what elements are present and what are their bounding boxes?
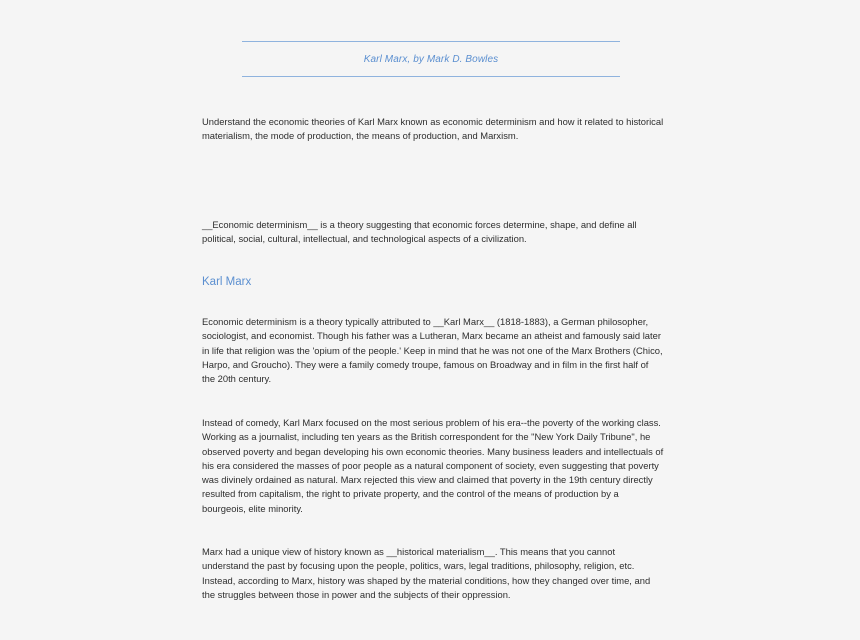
section-heading: Karl Marx — [202, 276, 252, 288]
document-title: Karl Marx, by Mark D. Bowles — [363, 53, 499, 65]
title-block — [242, 41, 620, 77]
definition-paragraph: __Economic determinism__ is a theory suggesting that economic forces determine, shape, and define all political, social, cultural, intellectual, and technological aspects of a civilization. — [202, 219, 637, 245]
body-paragraph-2: Instead of comedy, Karl Marx focused on the most serious problem of his era--the poverty of the working class. Working as a journalist, including ten years as the British correspondent for the "New York Daily Tribune", he observed poverty and began developing his own economic theories. Many business leaders and intellectuals of his era considered the masses of poor people as a natural component of society, even suggesting that poverty was divinely ordained as natural. Marx rejected this view and claimed that poverty in the 19th century directly resulted from capitalism, the right to private property, and the control of the means of production by a bourgeois, elite minority. — [202, 417, 664, 514]
objective-paragraph: Understand the economic theories of Karl Marx known as economic determinism and how it related to historical materialism, the mode of production, the means of production, and Marxism. — [202, 116, 664, 142]
body-paragraph-1: Economic determinism is a theory typically attributed to __Karl Marx__ (1818-1883), a German philosopher, sociologist, and economist. Though his father was a Lutheran, Marx became an atheist and famously said later in life that religion was the 'opium of the people.' Keep in mind that he was not one of the Marx Brothers (Chico, Harpo, and Groucho). They were a family comedy troupe, famous on Broadway and in film in the first half of the 20th century. — [202, 316, 663, 385]
body-paragraph-3: Marx had a unique view of history known as __historical materialism__. This means that you cannot understand the past by focusing upon the people, politics, wars, legal traditions, philosophy, religion, etc. Instead, according to Marx, history was shaped by the material conditions, how they changed over time, and the struggles between those in power and the subjects of their oppression. — [202, 546, 651, 600]
